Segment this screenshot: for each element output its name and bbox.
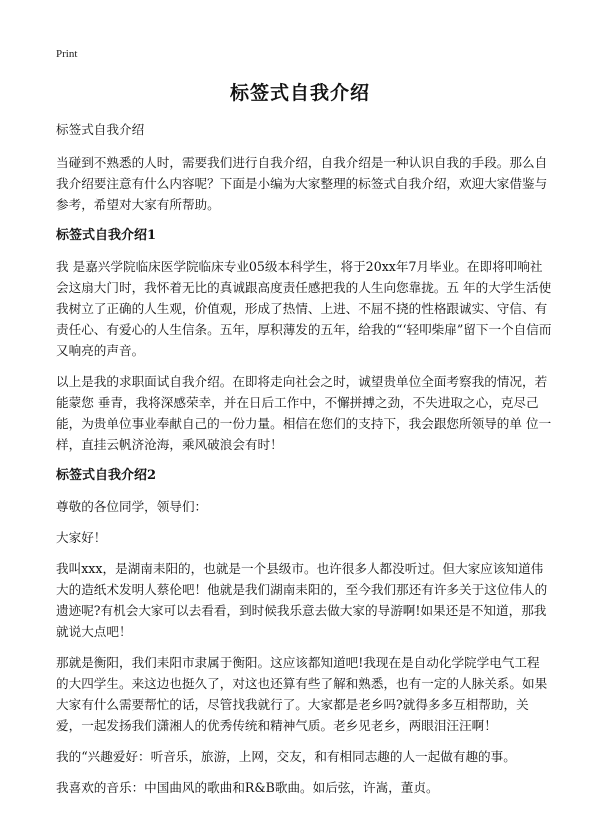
article-body [56,119,552,808]
section-1-paragraph-1: 我 是嘉兴学院临床医学院临床专业05级本科学生，将于20xx年7月毕业。在即将叩响社会这扇大门时，我怀着无比的真诚跟高度责任感把我的人生向您靠拢。五 年的大学生活使我树立了正确的人生观，价值观，形成了热情、上进、不屈不挠的性格跟诚实、守信、有责任心、有爱心的人生信条。五年，厚积薄发的五年，给我的“‘轻叩柴扉”留下一个自信而又响亮的声音。 [56,259,552,358]
section-1-heading: 标签式自我介绍1 [56,228,157,243]
section-2-music: 我喜欢的音乐：中国曲风的歌曲和R&B歌曲。如后弦，许嵩，董贞。 [56,780,439,795]
intro-paragraph: 当碰到不熟悉的人时，需要我们进行自我介绍，自我介绍是一种认识自我的手段。那么自我介绍要注意有什么内容呢？下面是小编为大家整理的标签式自我介绍，欢迎大家借鉴与参考，希望对大家有所帮助。 [56,155,548,212]
section-1-paragraph-2: 以上是我的求职面试自我介绍。在即将走向社会之时，诚望贵单位全面考察我的情况，若能蒙您 垂青，我将深感荣幸，并在日后工作中，不懈拼搏之劲，不失进取之心，克尽己能，为贵单位事业奉献自己的一份力量。相信在您们的支持下，我会跟您所领导的单 位一样，直挂云帆济沧海，乘风破浪会有时！ [56,374,552,452]
page-title: 标签式自我介绍 [229,82,370,104]
print-link[interactable]: Print [56,48,78,60]
section-2-hobbies: 我的“兴趣爱好：听音乐，旅游，上网，交友，和有相同志趣的人一起做有趣的事。 [56,749,516,764]
section-2-paragraph-4: 那就是衡阳，我们耒阳市隶属于衡阳。这应该都知道吧!我现在是自动化学院学电气工程的大四学生。来这边也挺久了，对这也还算有些了解和熟悉，也有一定的人脉关系。如果大家有什么需要帮忙的话，尽管找我就行了。大家都是老乡吗?就得多多互相帮助，关爱，一起发扬我们潇湘人的优秀传统和精神气质。老乡见老乡，两眼泪汪汪啊！ [56,655,548,733]
section-2-heading: 标签式自我介绍2 [56,468,157,483]
section-2-greeting: 尊敬的各位同学，领导们： [56,499,208,514]
article-subtitle: 标签式自我介绍 [56,122,145,137]
section-2-paragraph-3: 我叫xxx，是湖南耒阳的，也就是一个县级市。也许很多人都没听过。但大家应该知道伟大的造纸术发明人蔡伦吧！他就是我们湖南耒阳的，至今我们那还有许多关于这位伟人的遗迹呢?有机会大家可以去看看，到时候我乐意去做大家的导游啊!如果还是不知道，那我就说大点吧！ [56,561,548,639]
section-2-hello: 大家好！ [56,530,107,545]
